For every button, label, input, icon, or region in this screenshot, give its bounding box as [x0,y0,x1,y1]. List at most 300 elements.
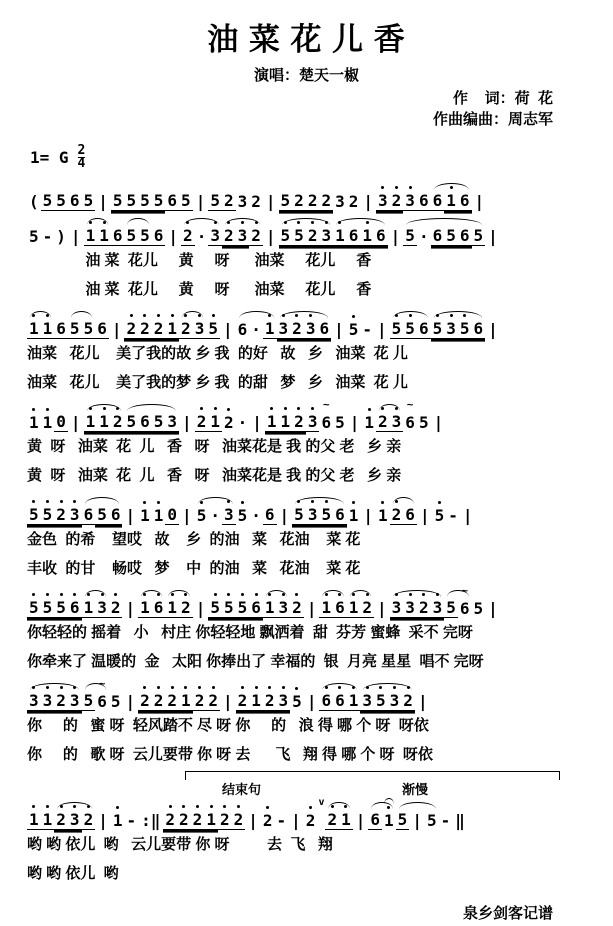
note: 5 [459,319,470,338]
note: 1 [251,691,261,710]
note: 5 [29,598,39,617]
composer-line: 作曲编曲：周志军 [432,111,553,128]
note: 5 [97,505,107,524]
slur-group [82,691,109,711]
note: 1 [181,691,191,710]
slur-group [54,810,95,830]
note: 3 [278,598,289,617]
augmentation-dot: · [196,227,207,246]
note: 2 [181,598,191,617]
slur-group [319,598,346,618]
note: 5 [432,319,443,338]
barline: | [349,413,360,432]
barline: | [377,599,387,618]
note: 1 [167,319,178,338]
note: 2 [223,413,234,432]
note: 1 [42,810,53,829]
note: 6 [418,319,429,338]
note: 3 [391,412,402,431]
parenthesis: ( [29,192,39,211]
note: 2 [391,505,402,524]
barline: | [433,413,444,432]
note: 5 [292,692,302,711]
note: 5 [434,506,445,525]
barline: | [488,320,498,339]
note: 2 [183,226,193,245]
note: 1 [348,506,359,525]
note: 2 [179,810,189,829]
slur-group [236,319,277,339]
barline: | [474,192,485,211]
note: 1 [29,413,39,432]
note: ~ 6 [95,692,109,711]
note: 6 [432,191,443,210]
note: 2 [153,691,164,710]
note: 2 [208,691,218,710]
lyrics-line: 油菜 花儿 美了我的梦 乡 我 的甜 梦 乡 油菜 花 儿 [27,374,408,391]
slur-group [347,598,374,618]
note: 5 [210,191,220,210]
slur-group [403,226,485,246]
note: 6 [348,226,359,245]
note: 5 [237,598,248,617]
barline: | [182,506,192,525]
note: 1 [85,226,96,245]
note: 6 [251,598,261,617]
barline: | [248,811,258,830]
note: 5 [126,191,137,210]
lyrics-line: 黄 呀 油菜 花 儿 香 呀 油菜花是 我 的父 老 乡 亲 [27,438,402,455]
song-title: 油 菜 花 儿 香 [207,22,406,57]
note: 5 [321,505,332,524]
note: 2 [327,810,338,829]
barline: | [363,192,374,211]
notes-line [0,795,613,830]
barline: | [377,320,387,339]
note: 2 [194,691,205,710]
note: 2 [83,810,94,829]
note: 2 [262,811,273,830]
slur-group [325,810,352,830]
barline: | [125,692,136,711]
barline: | [98,192,108,211]
transcriber-credit: 泉乡剑客记谱 [462,905,553,922]
barline: | [70,413,81,432]
note: 3 [42,691,53,710]
note: 6 [237,320,248,339]
barline: | [125,599,136,618]
slur-group [360,691,415,711]
note: 2 [307,191,318,210]
note: 1 [167,598,178,617]
note: 3 [335,192,345,211]
note: 5 [208,319,218,338]
slur-group [333,226,388,246]
note: 5 [473,226,484,245]
note: 1 [140,598,150,617]
note: 2 [112,412,123,431]
slur-group [368,810,395,830]
notes-line [0,211,613,246]
note: 5 [405,226,415,245]
note: 6 [153,226,164,245]
note: 5 [29,505,39,524]
notes-line [0,176,613,211]
note: 1 [362,226,373,245]
final-barline: ‖ [455,811,465,830]
note: 3 [29,691,39,710]
note: 5 [376,691,386,710]
note: 3 [278,319,289,338]
slur-group [84,412,125,432]
note: 5 [348,320,359,339]
note: - [362,320,373,339]
repeat-end-barline: :‖ [141,811,161,830]
note: 6 [335,505,345,524]
note: 2 [126,319,137,338]
note: 5 [446,598,456,617]
note: 3 [391,598,402,617]
note: 5 [140,226,150,245]
note: 2 [251,192,261,211]
note: 6 [56,319,66,338]
note: 2 [165,810,176,829]
note: 1 [140,506,150,525]
note: 1 [341,810,351,829]
note: 6 [459,226,470,245]
note: 3 [405,191,415,210]
note: ~ 6 [319,413,333,432]
note: 6 [140,412,150,431]
lyrics-line: 黄 呀 油菜 花 儿 香 呀 油菜花是 我 的父 老 乡 亲 [27,467,402,484]
note: 3 [446,319,456,338]
note: 2 [292,598,302,617]
lyrics-line: 金色 的希 望哎 故 乡 的油 菜 花油 菜 花 [27,531,361,548]
lyricist-line: 作 词：荷 花 [452,90,553,107]
barline: | [195,192,206,211]
note: 2 [348,192,359,211]
note: 5 [237,506,248,525]
note: 3 [362,691,373,710]
barline: | [182,413,192,432]
note: 3 [237,192,248,211]
time-numerator: 2 [77,142,86,158]
lyrics-line: 油菜 花儿 美了我的故 乡 我 的好 故 乡 油菜 花 儿 [27,345,408,362]
note: 6 [335,598,345,617]
note: 0 [167,505,178,524]
note: 3 [97,598,107,617]
note: - [126,811,137,830]
lyrics-line: 你 的 蜜 呀 轻风踏不 尽 呀 你 的 浪 得 哪 个 呀 呀依 [27,717,429,734]
note: 5 [391,319,402,338]
note: 6 [167,191,178,210]
barline: | [412,811,422,830]
note: 5 [181,191,191,210]
slur-group [84,226,111,246]
note: 5 [112,191,123,210]
note: 6 [97,319,107,338]
time-signature [77,142,86,171]
barline: | [291,811,301,830]
note: 1 [99,412,109,431]
rit-label: 渐慢 [400,779,430,798]
barline: | [111,320,122,339]
note: 2 [223,226,234,245]
note: 6 [321,691,332,710]
note: 5 [83,191,94,210]
barline: | [279,506,290,525]
note: 2 [362,598,373,617]
slur-group [195,505,236,525]
note: 5 [294,226,304,245]
note: 5 [446,226,456,245]
slur-group [431,319,486,339]
note: 3 [405,598,415,617]
note: 6 [335,691,345,710]
note: 0 [56,412,66,431]
note: 5 [126,226,137,245]
barline: | [355,811,366,830]
note: 2 [56,691,66,710]
note: 1 [378,506,388,525]
ending-phrase-label: 结束句 [220,779,263,798]
note: 5 [418,413,429,432]
slur-group [444,598,471,618]
note: 3 [378,191,388,210]
barline: | [417,692,428,711]
slur-group [319,691,360,711]
note: - [440,811,451,830]
note: 3 [69,691,80,710]
note: 5 [29,227,39,246]
note: - [276,811,287,830]
note: 1 [112,811,123,830]
note: 5 [126,412,137,431]
note: 5 [140,191,150,210]
slur-group [263,598,290,618]
barline: | [195,599,206,618]
slur-group [27,319,54,339]
note: 3 [307,505,318,524]
barline: | [265,192,276,211]
note: 6 [473,319,484,338]
note: 3 [432,598,443,617]
note: 5 [153,412,164,431]
note: ~ 6 [458,599,472,618]
note: 5 [83,691,94,710]
note: 1 [348,691,359,710]
note: 3 [210,226,220,245]
augmentation-dot: · [210,506,220,525]
barline: | [98,811,108,830]
notes-line [0,304,613,339]
note: 1 [42,413,53,432]
note: 6 [69,191,80,210]
slur-group [222,226,263,246]
note: 3 [167,412,178,431]
note: 3 [194,319,205,338]
note: 3 [305,319,316,338]
barline: | [419,506,430,525]
lyrics-line: 你 的 歌 呀 云儿要带 你 呀 去 飞 翔 得 哪 个 呀 呀依 [27,746,433,763]
key-signature [30,142,613,172]
note: 2 [237,691,248,710]
lyrics-line: 油 菜 花儿 黄 呀 油菜 花儿 香 [27,252,372,269]
note: 2 [294,412,304,431]
slur-group [165,598,192,618]
note: 1 [206,810,216,829]
note: 1 [264,319,275,338]
note: 2 [219,810,230,829]
note: 5 [42,598,53,617]
note: 2 [196,412,207,431]
note: 6 [370,810,381,829]
note: 6 [110,505,121,524]
note: 1 [384,811,394,830]
notes-line [0,397,613,432]
note: 5 [473,599,484,618]
slur-group [68,319,95,339]
slur-group [27,691,82,711]
note: 6 [153,598,164,617]
barline: | [462,506,473,525]
slur-group [181,226,222,246]
barline: | [488,227,498,246]
note: 3 [278,691,289,710]
slur-group [179,319,206,339]
augmentation-dot: · [237,413,248,432]
note: 6 [264,505,275,524]
note: 6 [405,505,415,524]
note: 2 [233,810,244,829]
slur-group [390,505,417,525]
note: 2 [56,810,66,829]
barline: | [390,227,401,246]
note: - [42,227,53,246]
note: 5 [153,191,164,210]
note: 6 [69,598,80,617]
note: 2 [167,691,178,710]
ending-bracket [185,771,560,795]
note: 1 [264,598,275,617]
note: ~ 6 [403,413,417,432]
lyrics-line: 你轻轻的 摇着 小 村庄 你轻轻地 飘洒着 甜 芬芳 蜜蜂 采不 完呀 [27,624,473,641]
note: 5 [426,811,437,830]
note: 1 [29,319,39,338]
lyrics-line: 丰收 的甘 畅哎 梦 中 的油 菜 花油 菜 花 [27,560,361,577]
performer-line: 演唱：楚天一椒 [253,67,359,84]
slur-group [277,319,332,339]
note: 2 [391,191,402,210]
note: 2 [223,191,234,210]
augmentation-dot: · [418,227,429,246]
note: 3 [389,691,400,710]
note: 2 [307,226,318,245]
note: 6 [112,226,123,245]
slur-group [82,598,109,618]
note: 1 [266,412,277,431]
note: 1 [83,598,94,617]
note: 5 [83,319,94,338]
note: 2 [321,191,332,210]
score-body [0,176,613,888]
note: 6 [319,319,330,338]
slur-group [390,319,431,339]
slur-group [376,412,403,432]
barline: | [488,599,498,618]
time-denominator: 4 [77,155,86,171]
note: 5 [42,191,53,210]
note: 3 [321,226,332,245]
note: 2 [140,319,150,338]
note: 6 [83,505,94,524]
breath-mark: v [318,797,325,808]
note: 1 [153,506,164,525]
slur-group [124,226,151,246]
barline: | [222,692,233,711]
note: 1 [280,412,291,431]
lyrics-line: 油 菜 花儿 黄 呀 油菜 花儿 香 [27,281,372,298]
lyrics-line: 你牵来了 温暖的 金 太阳 你捧出了 幸福的 银 月亮 星星 唱不 完呀 [27,653,484,670]
barline: | [222,320,233,339]
note: 2 [140,691,150,710]
barline: | [334,320,344,339]
note: 1 [99,226,109,245]
note: 2 [251,226,261,245]
note: 5 [280,191,291,210]
notes-line [0,490,613,525]
note: 6 [432,226,443,245]
barline: | [70,227,81,246]
parenthesis: ) [56,227,66,246]
note: 1 [42,319,53,338]
note: 2 [153,319,164,338]
note: 2 [418,598,429,617]
barline: | [252,413,262,432]
slur-group [431,191,472,211]
note: 2 [110,598,121,617]
note: 2 [56,505,66,524]
note: 1 [210,412,220,431]
note: 1 [85,412,96,431]
note: 5 [223,598,234,617]
note: 1 [364,413,375,432]
note: - [448,506,458,525]
barline: | [363,506,374,525]
note: 5 [397,810,408,829]
barline: | [306,692,317,711]
barline: | [265,227,276,246]
slur-group [390,598,445,618]
note: 6 [418,191,429,210]
slur-group [279,226,334,246]
slur-group [292,505,347,525]
note: 6 [459,191,470,210]
barline: | [168,227,179,246]
slur-group [138,598,165,618]
note: 2 [264,691,275,710]
note: 1 [446,191,456,210]
note: 5 [335,413,345,432]
note: 5 [280,226,291,245]
slur-group [124,412,179,432]
notes-line [0,583,613,618]
note: 5 [210,598,220,617]
note: 2 [192,810,203,829]
note: 2 [292,319,302,338]
note: 5 [42,505,53,524]
augmentation-dot: · [251,506,261,525]
